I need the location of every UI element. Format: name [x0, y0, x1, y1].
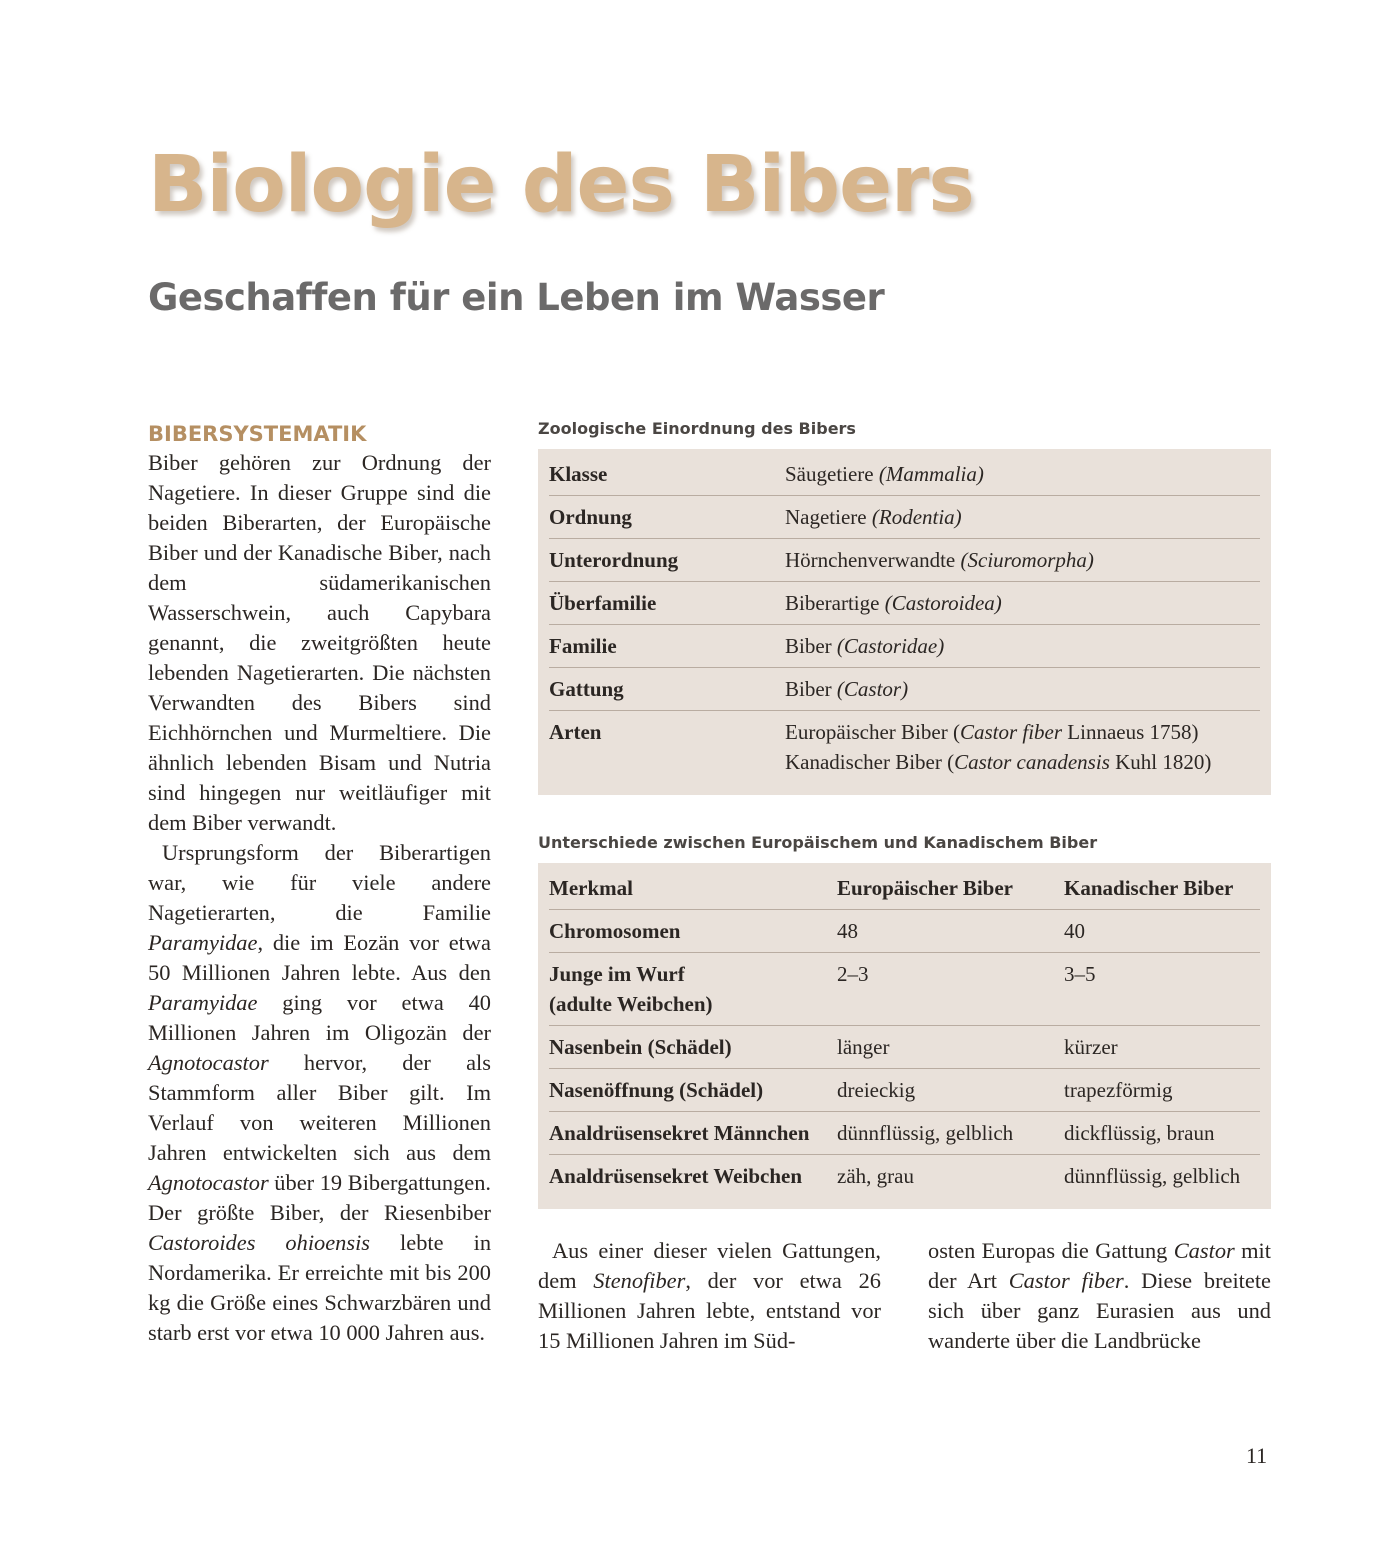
- page-title: Biologie des Bibers: [148, 140, 974, 230]
- row-label: Überfamilie: [549, 591, 657, 615]
- cell-kanadisch: 3–5: [1064, 962, 1096, 986]
- comparison-table: [538, 863, 1271, 1209]
- cell-europaeisch: 48: [837, 919, 858, 943]
- paragraph-3: Aus einer dieser vielen Gattungen, dem Stenofiber, der vor etwa 26 Millionen Jahren lebte, entstand vor 15 Millionen Jahren im Süd-: [538, 1238, 881, 1353]
- cell-kanadisch: 40: [1064, 919, 1085, 943]
- bottom-column-1: [538, 1236, 881, 1356]
- table-row: [549, 910, 1260, 953]
- table-row: [549, 1069, 1260, 1112]
- row-label: Analdrüsensekret Männchen: [549, 1121, 810, 1145]
- row-label: Nasenbein (Schädel): [549, 1035, 732, 1059]
- table1-caption: Zoologische Einordnung des Bibers: [538, 419, 856, 438]
- cell-europaeisch: dreieckig: [837, 1078, 916, 1102]
- table-row: [549, 582, 1260, 625]
- table-row: [549, 625, 1260, 668]
- row-label: Gattung: [549, 677, 624, 701]
- table-row: [549, 953, 1260, 1026]
- table-row: [549, 453, 1260, 496]
- page-number: 11: [1246, 1443, 1268, 1468]
- table-row: [549, 539, 1260, 582]
- table-row: [549, 668, 1260, 711]
- page-subtitle: Geschaffen für ein Leben im Wasser: [148, 276, 885, 319]
- paragraph-1: Biber gehören zur Ordnung der Nagetiere. In dieser Gruppe sind die beiden Biberarten, der Europäische Biber und der Kanadische Biber, nach dem südamerikanischen Wasserschwein, auch Capybara genannt, die zweitgrößten heute lebenden Nagetierarten. Die nächsten Verwandten des Bibers sind Eichhörnchen und Murmeltiere. Die ähnlich lebenden Bisam und Nutria sind hingegen nur weitläufiger mit dem Biber verwandt.: [148, 450, 491, 835]
- row-label: Nasenöffnung (Schädel): [549, 1078, 764, 1102]
- row-value: Biber (Castor): [785, 677, 909, 701]
- row-value: Hörnchenverwandte (Sciuromorpha): [785, 548, 1094, 572]
- cell-europaeisch: dünnflüssig, gelblich: [837, 1121, 1014, 1145]
- cell-europaeisch: 2–3: [837, 962, 869, 986]
- row-label: Ordnung: [549, 505, 632, 529]
- cell-europaeisch: zäh, grau: [837, 1164, 914, 1188]
- bottom-column-2: [928, 1236, 1271, 1356]
- table-header-row: [549, 867, 1260, 910]
- row-value: Biberartige (Castoroidea): [785, 591, 1002, 615]
- table-row: [549, 711, 1260, 783]
- row-value: Nagetiere (Rodentia): [785, 505, 962, 529]
- header-cell: Merkmal: [549, 876, 633, 900]
- cell-europaeisch: länger: [837, 1035, 890, 1059]
- row-label: Familie: [549, 634, 617, 658]
- row-label: Analdrüsensekret Weibchen: [549, 1164, 803, 1188]
- row-label: Arten: [549, 720, 602, 744]
- table2-caption: Unterschiede zwischen Europäischem und Kanadischem Biber: [538, 833, 1098, 852]
- row-value: Biber (Castoridae): [785, 634, 945, 658]
- row-label: Unterordnung: [549, 548, 679, 572]
- row-label: Klasse: [549, 462, 608, 486]
- table-row: [549, 1112, 1260, 1155]
- table-row: [549, 1155, 1260, 1197]
- paragraph-2: Ursprungsform der Biberartigen war, wie für viele andere Nagetierarten, die Familie Paramyidae, die im Eozän vor etwa 50 Millionen Jahren lebte. Aus den Paramyidae ging vor etwa 40 Millionen Jahren im Oligozän der Agnotocastor hervor, der als Stammform aller Biber gilt. Im Verlauf von weiteren Millionen Jahren entwickelten sich aus dem Agnotocastor über 19 Bibergattungen. Der größte Biber, der Riesenbiber Castoroides ohioensis lebte in Nordamerika. Er erreichte mit bis 200 kg die Größe eines Schwarzbären und starb erst vor etwa 10 000 Jahren aus.: [148, 840, 492, 1345]
- section-heading: BIBERSYSTEMATIK: [148, 422, 367, 446]
- row-label: Junge im Wurf (adulte Weibchen): [549, 962, 713, 1016]
- header-cell: Kanadischer Biber: [1064, 876, 1234, 900]
- row-value: Säugetiere (Mammalia): [785, 462, 984, 486]
- row-value: Europäischer Biber (Castor fiber Linnaeus 1758) Kanadischer Biber (Castor canadensis Kuhl 1820): [785, 720, 1212, 774]
- table-row: [549, 1026, 1260, 1069]
- table-row: [549, 496, 1260, 539]
- classification-table: [538, 449, 1271, 795]
- header-cell: Europäischer Biber: [837, 876, 1013, 900]
- cell-kanadisch: dünnflüssig, gelblich: [1064, 1164, 1241, 1188]
- left-column: [148, 422, 491, 1348]
- cell-kanadisch: trapezförmig: [1064, 1078, 1173, 1102]
- row-label: Chromosomen: [549, 919, 681, 943]
- cell-kanadisch: dickflüssig, braun: [1064, 1121, 1215, 1145]
- cell-kanadisch: kürzer: [1064, 1035, 1118, 1059]
- paragraph-3-continued: osten Europas die Gattung Castor mit der Art Castor fiber. Diese breitete sich über ganz Eurasien aus und wanderte über die Landbrücke: [928, 1238, 1271, 1353]
